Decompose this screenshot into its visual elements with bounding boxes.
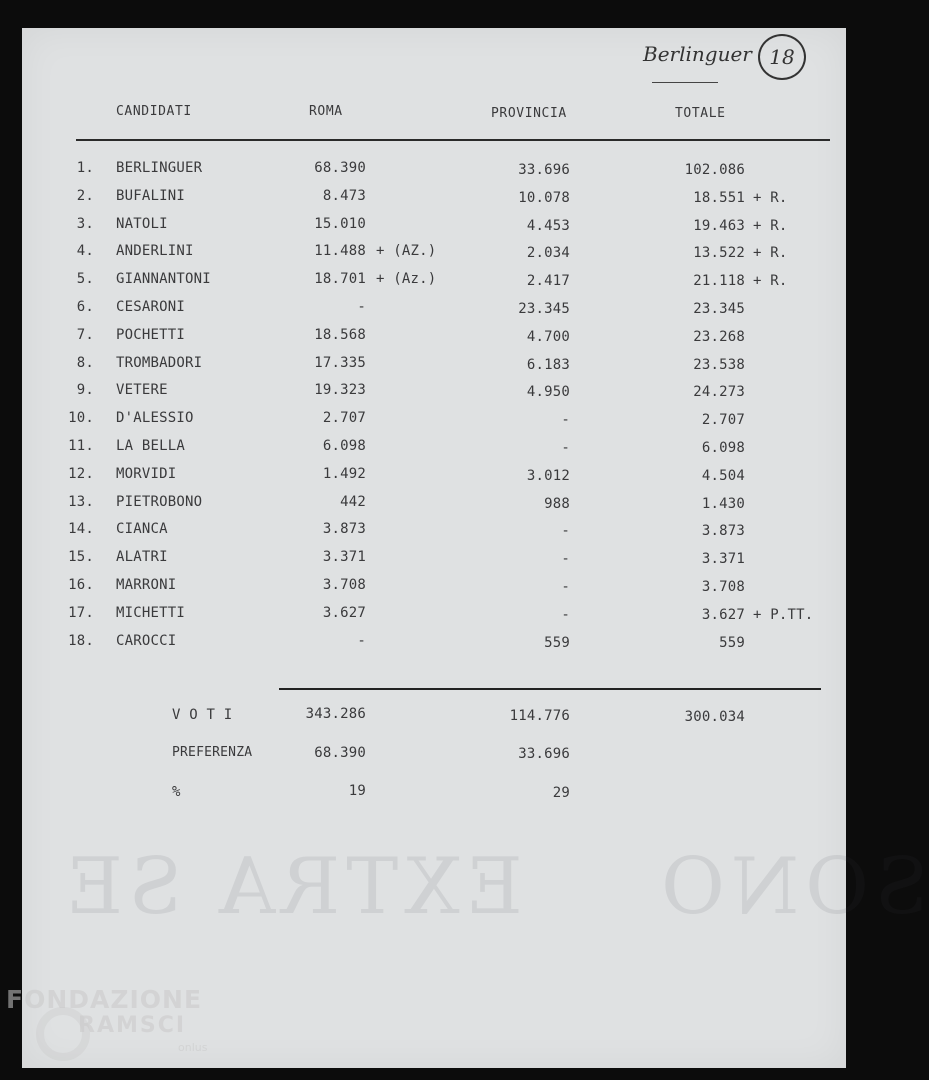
provincia-votes: 3.012 [526, 468, 570, 484]
row-number: 1. [76, 160, 94, 176]
row-number: 10. [68, 410, 94, 426]
percent-roma: 19 [348, 783, 366, 799]
provincia-votes: 4.950 [526, 384, 570, 400]
header-divider [76, 139, 830, 141]
candidate-name: NATOLI [116, 216, 168, 232]
header-provincia: PROVINCIA [491, 106, 567, 121]
candidate-name: PIETROBONO [116, 494, 203, 510]
row-number: 16. [68, 577, 94, 593]
roma-votes: 3.371 [322, 549, 366, 565]
preferenza-roma: 68.390 [314, 745, 366, 761]
totale-votes: 2.707 [701, 412, 745, 428]
row-number: 11. [68, 438, 94, 454]
totale-votes: 3.708 [701, 579, 745, 595]
roma-note: + (Az.) [376, 271, 437, 287]
row-number: 8. [76, 355, 94, 371]
totale-votes: 23.345 [693, 301, 745, 317]
totale-note: + R. [753, 218, 788, 234]
roma-votes: 19.323 [314, 382, 366, 398]
provincia-votes: - [561, 551, 570, 567]
totale-votes: 3.371 [701, 551, 745, 567]
handwritten-underline [652, 82, 718, 83]
candidate-name: ANDERLINI [116, 243, 194, 259]
totale-votes: 18.551 [693, 190, 745, 206]
provincia-votes: 33.696 [518, 162, 570, 178]
header-totale: TOTALE [675, 106, 726, 121]
candidate-name: MARRONI [116, 577, 177, 593]
totale-note: + R. [753, 273, 788, 289]
candidate-name: MORVIDI [116, 466, 177, 482]
percent-label: % [172, 784, 181, 800]
totals-divider [279, 688, 821, 690]
totale-note: + R. [753, 190, 788, 206]
candidate-name: POCHETTI [116, 327, 186, 343]
totale-votes: 24.273 [693, 384, 745, 400]
candidate-name: TROMBADORI [116, 355, 203, 371]
provincia-votes: 10.078 [518, 190, 570, 206]
candidate-name: ALATRI [116, 549, 168, 565]
provincia-votes: - [561, 523, 570, 539]
provincia-votes: 2.034 [526, 245, 570, 261]
row-number: 17. [68, 605, 94, 621]
totale-note: + R. [753, 245, 788, 261]
voti-label: V O T I [172, 707, 233, 723]
row-number: 4. [76, 243, 94, 259]
candidate-name: CAROCCI [116, 633, 177, 649]
roma-votes: - [357, 633, 366, 649]
roma-votes: 6.098 [322, 438, 366, 454]
totale-votes: 23.538 [693, 357, 745, 373]
roma-votes: - [357, 299, 366, 315]
provincia-votes: - [561, 412, 570, 428]
row-number: 15. [68, 549, 94, 565]
row-number: 18. [68, 633, 94, 649]
totale-votes: 13.522 [693, 245, 745, 261]
candidate-name: GIANNANTONI [116, 271, 211, 287]
candidate-name: LA BELLA [116, 438, 186, 454]
provincia-votes: - [561, 579, 570, 595]
candidate-name: BERLINGUER [116, 160, 203, 176]
provincia-votes: 988 [544, 496, 570, 512]
totale-votes: 3.627 [701, 607, 745, 623]
preferenza-provincia: 33.696 [518, 746, 570, 762]
roma-votes: 17.335 [314, 355, 366, 371]
roma-votes: 3.708 [322, 577, 366, 593]
provincia-votes: 6.183 [526, 357, 570, 373]
percent-provincia: 29 [552, 785, 570, 801]
totale-note: + P.TT. [753, 607, 814, 623]
row-number: 2. [76, 188, 94, 204]
provincia-votes: 2.417 [526, 273, 570, 289]
voti-roma: 343.286 [305, 706, 366, 722]
row-number: 3. [76, 216, 94, 232]
row-number: 7. [76, 327, 94, 343]
header-roma: ROMA [309, 104, 343, 119]
page-number: 18 [769, 45, 795, 69]
watermark-line3: onlus [178, 1041, 208, 1054]
row-number: 9. [76, 382, 94, 398]
totale-votes: 19.463 [693, 218, 745, 234]
roma-note: + (AZ.) [376, 243, 437, 259]
handwritten-annotation: Berlinguer [643, 42, 752, 66]
roma-votes: 1.492 [322, 466, 366, 482]
totale-votes: 3.873 [701, 523, 745, 539]
roma-votes: 3.627 [322, 605, 366, 621]
totale-votes: 4.504 [701, 468, 745, 484]
row-number: 6. [76, 299, 94, 315]
row-number: 14. [68, 521, 94, 537]
candidate-name: D'ALESSIO [116, 410, 194, 426]
roma-votes: 15.010 [314, 216, 366, 232]
bleed-through-text-left: EXTRA SE [60, 842, 523, 932]
roma-votes: 8.473 [322, 188, 366, 204]
totale-votes: 559 [719, 635, 745, 651]
row-number: 5. [76, 271, 94, 287]
page-number-circle [758, 34, 806, 80]
totale-votes: 23.268 [693, 329, 745, 345]
header-candidati: CANDIDATI [116, 104, 192, 119]
provincia-votes: 4.453 [526, 218, 570, 234]
totale-votes: 6.098 [701, 440, 745, 456]
voti-totale: 300.034 [684, 709, 745, 725]
roma-votes: 18.701 [314, 271, 366, 287]
bleed-through-text-right: SONO [655, 842, 929, 932]
candidate-name: MICHETTI [116, 605, 186, 621]
candidate-name: BUFALINI [116, 188, 186, 204]
roma-votes: 3.873 [322, 521, 366, 537]
roma-votes: 68.390 [314, 160, 366, 176]
row-number: 13. [68, 494, 94, 510]
voti-provincia: 114.776 [509, 708, 570, 724]
totale-votes: 1.430 [701, 496, 745, 512]
provincia-votes: 4.700 [526, 329, 570, 345]
provincia-votes: 23.345 [518, 301, 570, 317]
watermark-line1: FONDAZIONE [6, 985, 203, 1014]
provincia-votes: 559 [544, 635, 570, 651]
provincia-votes: - [561, 607, 570, 623]
fondazione-gramsci-watermark [6, 985, 208, 1054]
candidate-name: VETERE [116, 382, 168, 398]
candidate-name: CESARONI [116, 299, 186, 315]
roma-votes: 18.568 [314, 327, 366, 343]
roma-votes: 442 [340, 494, 366, 510]
totale-votes: 102.086 [684, 162, 745, 178]
roma-votes: 11.488 [314, 243, 366, 259]
watermark-line2: RAMSCI [78, 1013, 187, 1038]
provincia-votes: - [561, 440, 570, 456]
totale-votes: 21.118 [693, 273, 745, 289]
roma-votes: 2.707 [322, 410, 366, 426]
candidate-name: CIANCA [116, 521, 168, 537]
row-number: 12. [68, 466, 94, 482]
preferenza-label: PREFERENZA [172, 745, 253, 760]
